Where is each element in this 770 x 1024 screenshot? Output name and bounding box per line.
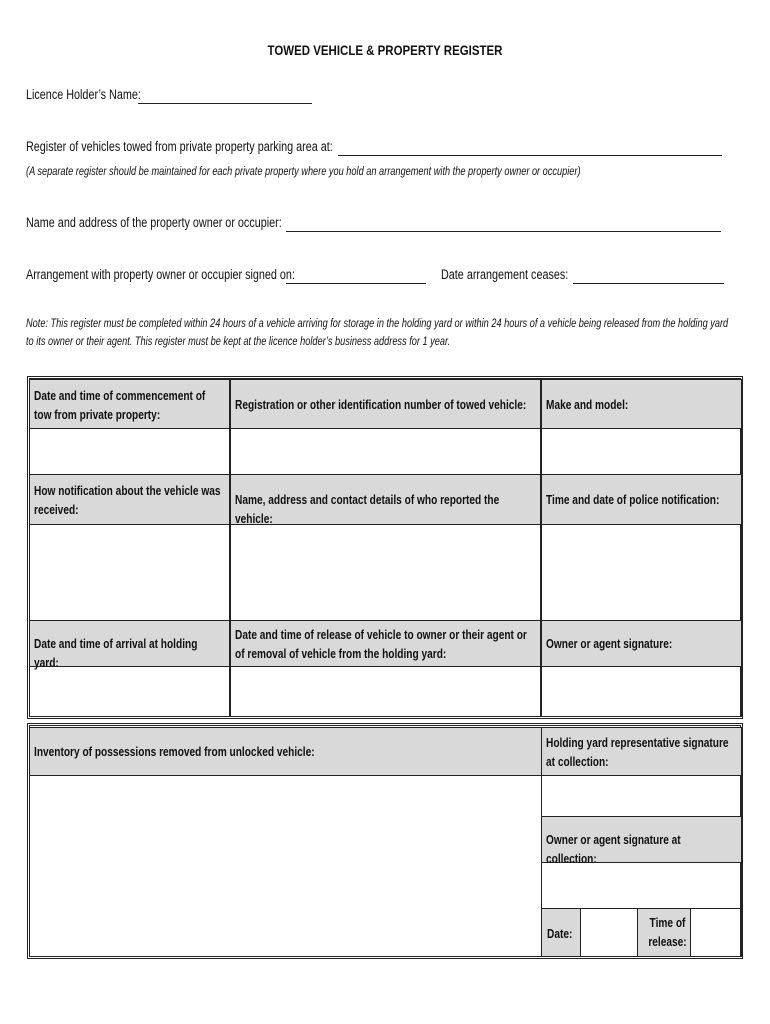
release-time-input[interactable] xyxy=(690,908,742,957)
owner-signature-label: Owner or agent signature: xyxy=(546,636,673,651)
licence-holder-field[interactable] xyxy=(138,103,312,104)
tow-commencement-label: Date and time of commencement of tow from private property: xyxy=(34,388,206,422)
arrival-holding-yard-label: Date and time of arrival at holding yard: xyxy=(34,636,198,670)
release-time-label: Time of release: xyxy=(648,915,687,949)
register-location-label: Register of vehicles towed from private property parking area at: xyxy=(26,139,333,154)
tow-commencement-header xyxy=(29,379,230,429)
owner-name-label: Name and address of the property owner or occupier: xyxy=(26,215,282,230)
reporter-details-input[interactable] xyxy=(230,524,541,621)
arrangement-signed-field[interactable] xyxy=(286,283,426,284)
make-model-input[interactable] xyxy=(541,428,742,475)
register-note: (A separate register should be maintained for each private property where you hold an arrangement with the property owner or occupier) xyxy=(26,166,581,178)
arrival-holding-yard-input[interactable] xyxy=(29,666,230,717)
release-date-input[interactable] xyxy=(230,666,541,717)
register-instructions-note: Note: This register must be completed within 24 hours of a vehicle arriving for storage in the holding yard or within 24 hours of a vehicle being released from the holding yard to its owner or their agent. This register must be kept at the licence holder’s business address for 1 year. xyxy=(26,318,729,348)
notification-method-input[interactable] xyxy=(29,524,230,621)
release-date-label: Date and time of release of vehicle to owner or their agent or of removal of vehicle from the holding yard: xyxy=(235,627,527,661)
notification-method-header xyxy=(29,474,230,525)
licence-holder-label: Licence Holder’s Name: xyxy=(26,87,141,102)
collection-signature-header xyxy=(541,816,742,866)
inventory-label: Inventory of possessions removed from unlocked vehicle: xyxy=(34,744,315,759)
owner-signature-header xyxy=(541,620,742,667)
date-label: Date: xyxy=(547,926,573,941)
date-header xyxy=(541,908,581,957)
holding-yard-signature-input[interactable] xyxy=(541,775,742,817)
police-notification-input[interactable] xyxy=(541,524,742,621)
reporter-details-header xyxy=(230,474,541,525)
owner-name-field[interactable] xyxy=(286,231,721,232)
arrangement-ceases-label: Date arrangement ceases: xyxy=(441,267,569,282)
register-location-field[interactable] xyxy=(338,155,722,156)
holding-yard-signature-header xyxy=(541,727,742,776)
notification-method-label: How notification about the vehicle was received: xyxy=(34,483,221,517)
arrival-holding-yard-header xyxy=(29,620,230,670)
reporter-details-label: Name, address and contact details of who reported the vehicle: xyxy=(235,492,500,526)
police-notification-header xyxy=(541,474,742,525)
arrangement-signed-label: Arrangement with property owner or occupier signed on: xyxy=(26,267,295,282)
holding-yard-signature-label: Holding yard representative signature at collection: xyxy=(546,735,729,769)
release-time-header xyxy=(637,908,691,957)
date-input[interactable] xyxy=(580,908,638,957)
tow-commencement-input[interactable] xyxy=(29,428,230,475)
registration-number-header xyxy=(230,379,541,429)
release-date-header xyxy=(230,620,541,667)
registration-number-input[interactable] xyxy=(230,428,541,475)
collection-signature-label: Owner or agent signature at collection: xyxy=(546,832,681,866)
inventory-input[interactable] xyxy=(29,775,542,957)
owner-signature-input[interactable] xyxy=(541,666,742,717)
page-title: TOWED VEHICLE & PROPERTY REGISTER xyxy=(267,42,503,58)
registration-number-label: Registration or other identification number of towed vehicle: xyxy=(235,397,527,412)
inventory-header xyxy=(29,727,542,776)
make-model-label: Make and model: xyxy=(546,397,629,412)
police-notification-label: Time and date of police notification: xyxy=(546,492,720,507)
collection-signature-input[interactable] xyxy=(541,862,742,909)
arrangement-ceases-field[interactable] xyxy=(573,283,724,284)
make-model-header xyxy=(541,379,742,429)
